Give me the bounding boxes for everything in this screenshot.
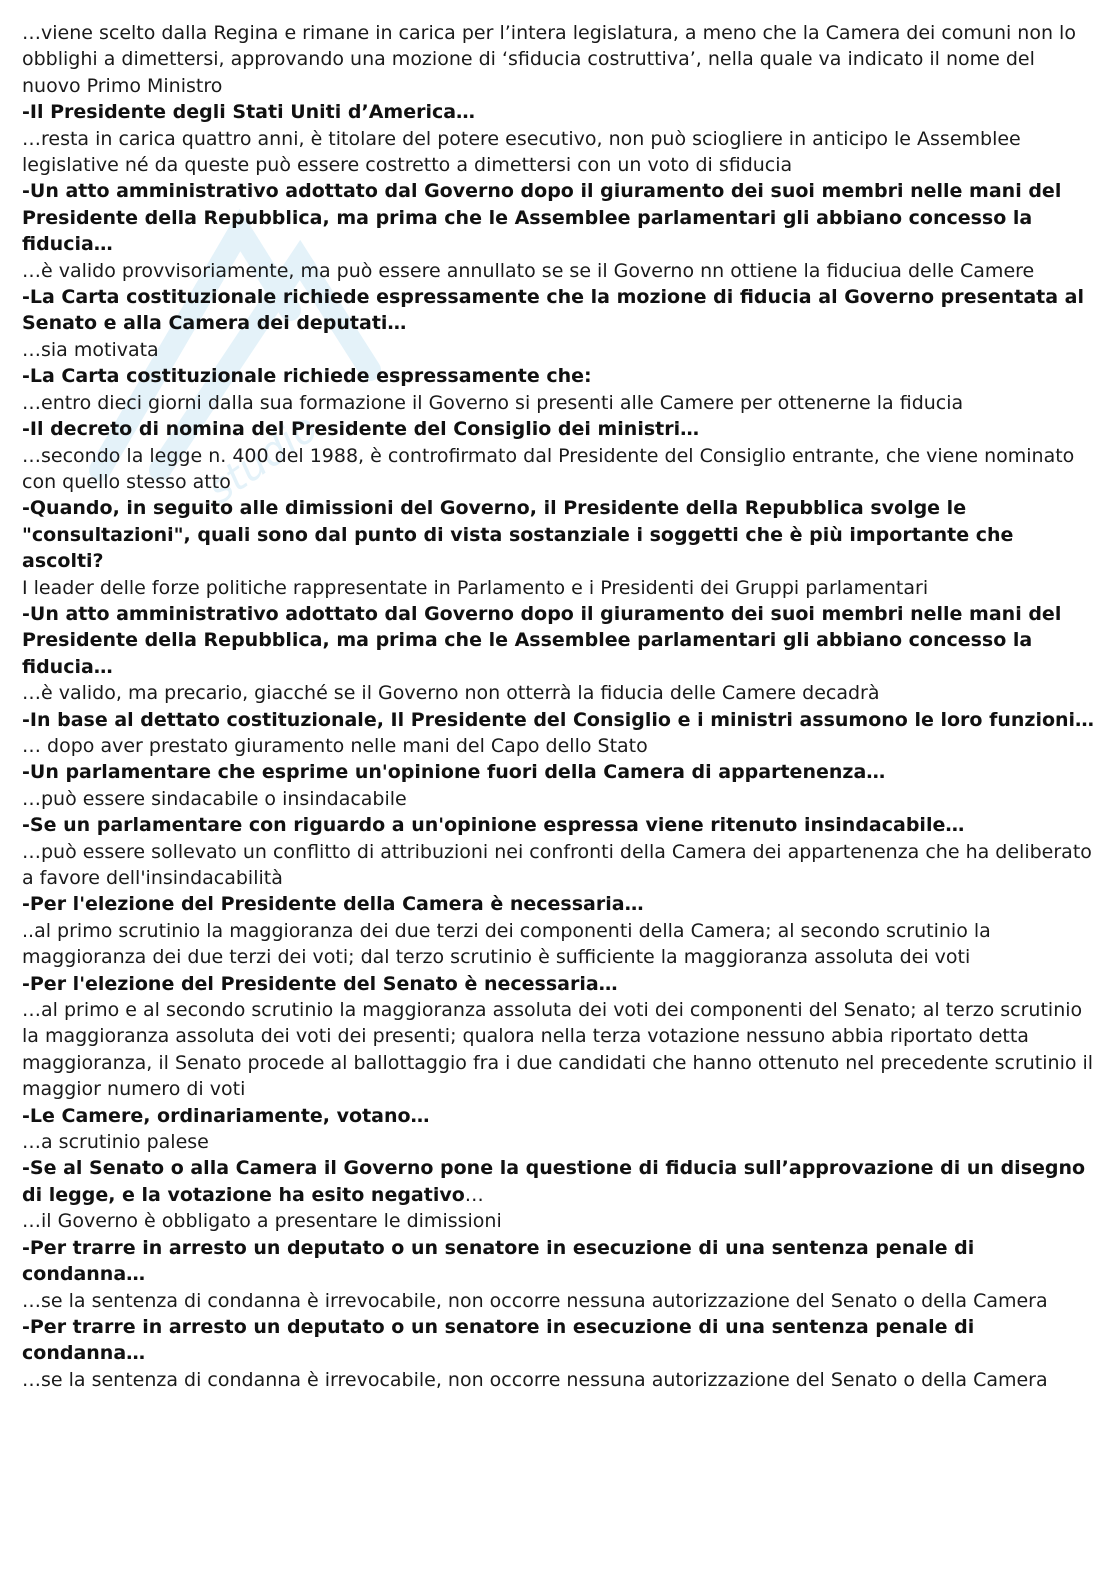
answer-text: …il Governo è obbligato a presentare le dimissioni	[22, 1210, 502, 1233]
question-text: -In base al dettato costituzionale, Il Presidente del Consiglio e i ministri assumono le loro funzioni…	[22, 708, 1095, 731]
answer-text: …è valido, ma precario, giacché se il Governo non otterrà la fiducia delle Camere decadrà	[22, 682, 880, 705]
question-text: -La Carta costituzionale richiede espressamente che:	[22, 365, 592, 388]
answer-text: …può essere sindacabile o insindacabile	[22, 787, 407, 810]
question-text: -Il Presidente degli Stati Uniti d’America…	[22, 101, 476, 124]
answer-text: …al primo e al secondo scrutinio la maggioranza assoluta dei voti dei componenti del Senato; al terzo scrutinio la maggioranza assoluta dei voti dei presenti; qualora nella terza votazione nessuno abbia riportato detta maggioranza, il Senato procede al ballottaggio fra i due candidati che hanno ottenuto nel precedente scrutinio il maggior numero di voti	[22, 999, 1094, 1101]
document-body	[22, 20, 1098, 1393]
answer-text: I leader delle forze politiche rappresentate in Parlamento e i Presidenti dei Gruppi parlamentari	[22, 576, 929, 599]
question-text: -Un atto amministrativo adottato dal Governo dopo il giuramento dei suoi membri nelle mani del Presidente della Repubblica, ma prima che le Assemblee parlamentari gli abbiano concesso la fiducia…	[22, 180, 1062, 256]
answer-text: …se la sentenza di condanna è irrevocabile, non occorre nessuna autorizzazione del Senato o della Camera	[22, 1368, 1048, 1391]
question-bold: -Se al Senato o alla Camera il Governo pone la questione di fiducia sull’approvazione di un disegno di legge, e la votazione ha esito negativo	[22, 1157, 1086, 1206]
watermark-text: studio	[199, 404, 327, 513]
answer-text: …a scrutinio palese	[22, 1131, 209, 1154]
question-text: -Il decreto di nomina del Presidente del Consiglio dei ministri…	[22, 418, 700, 441]
answer-text: …secondo la legge n. 400 del 1988, è controfirmato dal Presidente del Consiglio entrante, che viene nominato con quello stesso atto	[22, 444, 1075, 493]
question-ellipsis: …	[464, 1183, 484, 1206]
question-text	[22, 1155, 1098, 1208]
answer-text: ..al primo scrutinio la maggioranza dei due terzi dei componenti della Camera; al secondo scrutinio la maggioranza dei due terzi dei voti; dal terzo scrutinio è sufficiente la maggioranza assoluta dei voti	[22, 919, 991, 969]
question-text: -Un atto amministrativo adottato dal Governo dopo il giuramento dei suoi membri nelle mani del Presidente della Repubblica, ma prima che le Assemblee parlamentari gli abbiano concesso la fiducia…	[22, 602, 1062, 678]
question-text: -Se un parlamentare con riguardo a un'opinione espressa viene ritenuto insindacabile…	[22, 814, 965, 837]
answer-text: … dopo aver prestato giuramento nelle mani del Capo dello Stato	[22, 734, 648, 757]
answer-text: …sia motivata	[22, 338, 159, 361]
answer-text: …resta in carica quattro anni, è titolare del potere esecutivo, non può sciogliere in anticipo le Assemblee legislative né da queste può essere costretto a dimettersi con un voto di sfiducia	[22, 127, 1021, 177]
question-text: -Per trarre in arresto un deputato o un senatore in esecuzione di una sentenza penale di condanna…	[22, 1315, 975, 1365]
question-text: -Quando, in seguito alle dimissioni del Governo, il Presidente della Repubblica svolge le "consultazioni", quali sono dal punto di vista sostanziale i soggetti che è più importante che ascolti?	[22, 497, 1014, 573]
question-text: -Un parlamentare che esprime un'opinione fuori della Camera di appartenenza…	[22, 761, 886, 784]
answer-text: …può essere sollevato un conflitto di attribuzioni nei confronti della Camera dei appartenenza che ha deliberato a favore dell'insindacabilità	[22, 840, 1092, 889]
answer-text: …viene scelto dalla Regina e rimane in carica per l’intera legislatura, a meno che la Camera dei comuni non lo obblighi a dimettersi, approvando una mozione di ‘sfiducia costruttiva’, nella quale va indicato il nome del nuovo Primo Ministro	[22, 22, 1076, 97]
answer-text: …se la sentenza di condanna è irrevocabile, non occorre nessuna autorizzazione del Senato o della Camera	[22, 1289, 1048, 1312]
answer-text: …entro dieci giorni dalla sua formazione il Governo si presenti alle Camere per ottenerne la fiducia	[22, 391, 964, 414]
answer-text: …è valido provvisoriamente, ma può essere annullato se se il Governo nn ottiene la fiduciua delle Camere	[22, 259, 1035, 282]
question-text: -Per l'elezione del Presidente della Camera è necessaria…	[22, 893, 644, 916]
question-text: -La Carta costituzionale richiede espressamente che la mozione di fiducia al Governo presentata al Senato e alla Camera dei deputati…	[22, 286, 1085, 335]
question-text: -Le Camere, ordinariamente, votano…	[22, 1104, 430, 1127]
question-text: -Per l'elezione del Presidente del Senato è necessaria…	[22, 972, 618, 995]
question-text: -Per trarre in arresto un deputato o un senatore in esecuzione di una sentenza penale di condanna…	[22, 1236, 975, 1286]
